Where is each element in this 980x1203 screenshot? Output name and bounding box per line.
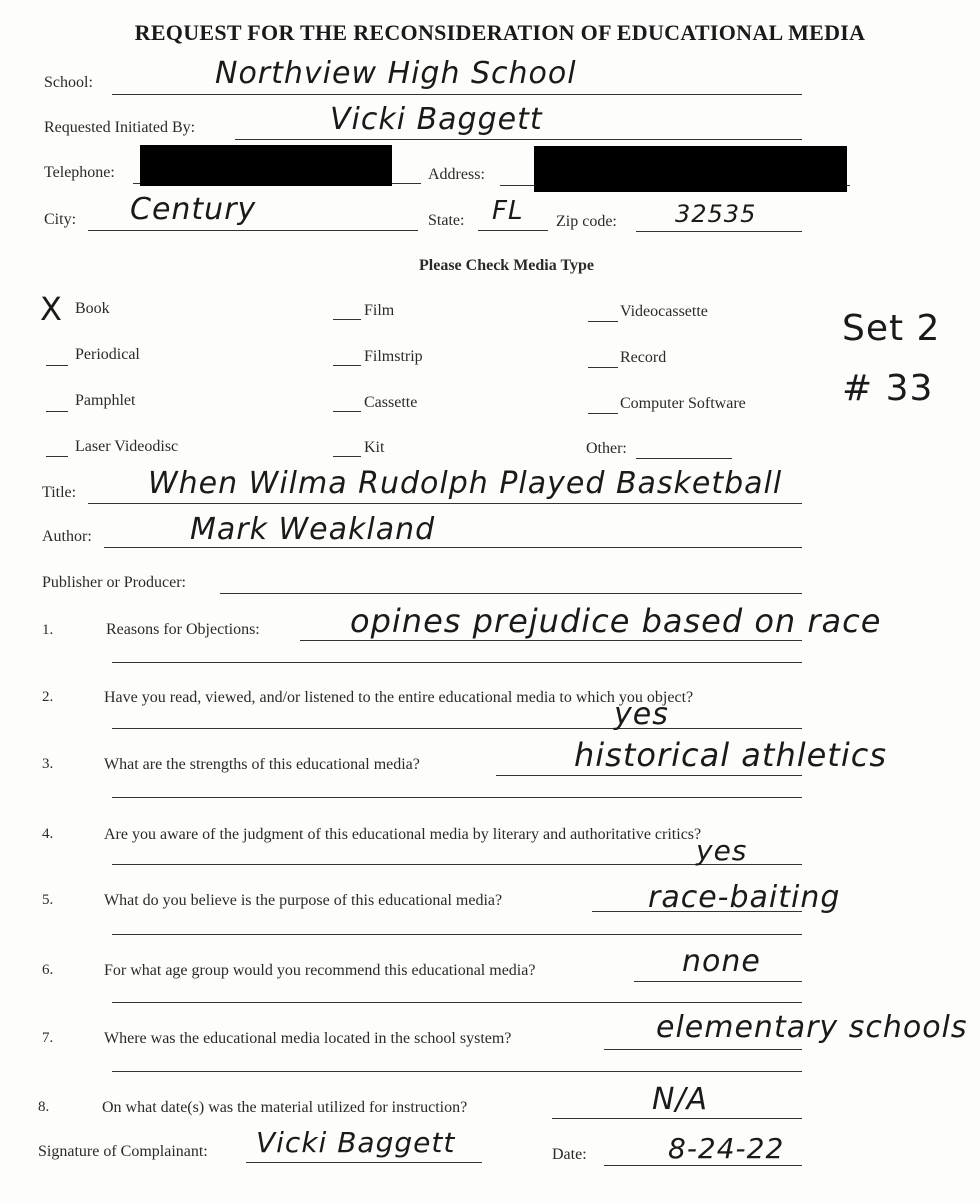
media-heading: Please Check Media Type (419, 257, 594, 274)
q8-number: 8. (38, 1099, 50, 1115)
date-value: 8-24-22 (668, 1132, 785, 1165)
media-laser-videodisc: Laser Videodisc (75, 438, 179, 455)
q2-line (112, 728, 802, 729)
date-line (604, 1165, 802, 1166)
q3-text: What are the strengths of this educational media? (104, 756, 420, 773)
q5-answer: race-baiting (648, 880, 841, 915)
city-value: Century (130, 192, 257, 227)
signature-line (246, 1162, 482, 1163)
q1-text: Reasons for Objections: (106, 621, 260, 638)
title-line (88, 503, 802, 504)
laser-videodisc-blank (46, 456, 68, 457)
computer-software-blank (588, 413, 618, 414)
other-blank (636, 458, 732, 459)
q2-text: Have you read, viewed, and/or listened to the entire educational media to which you object? (104, 689, 694, 706)
q3-answer: historical athletics (574, 736, 887, 774)
film-blank (333, 319, 361, 320)
q1-line (300, 640, 802, 641)
kit-blank (333, 456, 361, 457)
zip-label: Zip code: (556, 213, 617, 230)
q7-number: 7. (42, 1030, 54, 1046)
margin-note-number: # 33 (842, 368, 934, 409)
title-value: When Wilma Rudolph Played Basketball (148, 466, 783, 501)
q6-line2 (112, 1002, 802, 1003)
q3-number: 3. (42, 756, 54, 772)
q6-line (634, 981, 802, 982)
q5-text: What do you believe is the purpose of this educational media? (104, 892, 503, 909)
initiated-value: Vicki Baggett (330, 102, 543, 137)
q5-line2 (112, 934, 802, 935)
cassette-blank (333, 411, 361, 412)
media-other: Other: (586, 440, 627, 457)
videocassette-blank (588, 321, 618, 322)
q2-number: 2. (42, 689, 54, 705)
author-line (104, 547, 802, 548)
media-film: Film (364, 302, 395, 319)
q7-text: Where was the educational media located in the school system? (104, 1030, 512, 1047)
school-line (112, 94, 802, 95)
media-book: Book (75, 300, 110, 317)
initiated-label: Requested Initiated By: (44, 119, 196, 136)
q4-number: 4. (42, 826, 54, 842)
q8-answer: N/A (652, 1082, 709, 1117)
telephone-label: Telephone: (44, 164, 115, 181)
margin-note-set: Set 2 (842, 308, 941, 349)
city-label: City: (44, 211, 77, 228)
q6-text: For what age group would you recommend this educational media? (104, 962, 536, 979)
address-label: Address: (428, 166, 485, 183)
signature-value: Vicki Baggett (256, 1126, 456, 1159)
telephone-redaction (140, 145, 392, 186)
q5-number: 5. (42, 892, 54, 908)
periodical-blank (46, 365, 68, 366)
q7-line (604, 1049, 802, 1050)
q8-text: On what date(s) was the material utilized for instruction? (102, 1099, 468, 1116)
state-label: State: (428, 212, 465, 229)
q1-answer: opines prejudice based on race (350, 602, 882, 640)
publisher-line (220, 593, 802, 594)
q4-answer: yes (696, 834, 748, 867)
city-line (88, 230, 418, 231)
book-check-mark: X (40, 290, 63, 328)
q2-answer: yes (614, 697, 669, 732)
q7-line2 (112, 1071, 802, 1072)
media-computer-software: Computer Software (620, 395, 746, 412)
zip-value: 32535 (675, 200, 757, 228)
media-periodical: Periodical (75, 346, 140, 363)
author-label: Author: (42, 528, 92, 545)
state-line (478, 230, 548, 231)
q1-number: 1. (42, 622, 54, 638)
media-cassette: Cassette (364, 394, 418, 411)
media-pamphlet: Pamphlet (75, 392, 136, 409)
media-kit: Kit (364, 439, 385, 456)
media-filmstrip: Filmstrip (364, 348, 423, 365)
q8-line (552, 1118, 802, 1119)
school-label: School: (44, 74, 93, 91)
q6-answer: none (682, 944, 761, 979)
q3-line (496, 775, 802, 776)
media-record: Record (620, 349, 667, 366)
q3-line2 (112, 797, 802, 798)
date-label: Date: (552, 1146, 587, 1163)
address-redaction (534, 146, 847, 192)
school-value: Northview High School (215, 56, 577, 91)
media-videocassette: Videocassette (620, 303, 708, 320)
zip-line (636, 231, 802, 232)
q6-number: 6. (42, 962, 54, 978)
author-value: Mark Weakland (190, 512, 436, 547)
q7-answer: elementary schools (656, 1010, 968, 1045)
q4-text: Are you aware of the judgment of this educational media by literary and authoritative critics? (104, 826, 702, 843)
initiated-line (235, 139, 802, 140)
publisher-label: Publisher or Producer: (42, 574, 186, 591)
form-title: REQUEST FOR THE RECONSIDERATION OF EDUCATIONAL MEDIA (134, 20, 866, 45)
signature-label: Signature of Complainant: (38, 1143, 208, 1160)
filmstrip-blank (333, 365, 361, 366)
pamphlet-blank (46, 411, 68, 412)
title-label: Title: (42, 484, 77, 501)
record-blank (588, 367, 618, 368)
q1-line2 (112, 662, 802, 663)
state-value: FL (492, 196, 524, 226)
